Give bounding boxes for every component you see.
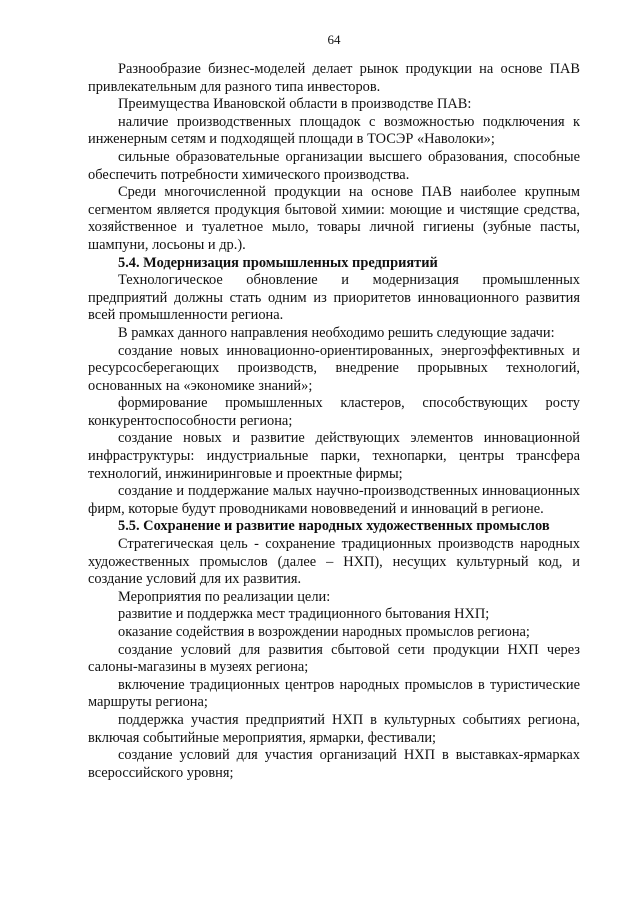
paragraph: Среди многочисленной продукции на основе ПАВ наиболее крупным сегментом является продукция бытовой химии: моющие и чистящие средства, хозяйственное и туалетное мыло, товары личной гигиены (зубные пасты, шампуни, лосьоны и др.). (88, 184, 580, 253)
paragraph: Технологическое обновление и модернизация промышленных предприятий должны стать одним из приоритетов инновационного развития всей промышленности региона. (88, 272, 580, 324)
paragraph: наличие производственных площадок с возможностью подключения к инженерным сетям и подходящей площади в ТОСЭР «Наволоки»; (88, 113, 580, 148)
section-heading-5-4: 5.4. Модернизация промышленных предприятий (118, 254, 438, 271)
paragraph: создание и поддержание малых научно-производственных инновационных фирм, которые будут проводниками нововведений и инноваций в регионе. (88, 483, 580, 517)
paragraph: формирование промышленных кластеров, способствующих росту конкурентоспособности региона; (88, 395, 580, 429)
section-heading-5-5: 5.5. Сохранение и развитие народных художественных промыслов (118, 518, 550, 535)
paragraph: создание новых инновационно-ориентированных, энергоэффективных и ресурсосберегающих производств, внедрение прорывных технологий, основанных на «экономике знаний»; (88, 342, 580, 394)
paragraph: оказание содействия в возрождении народных промыслов региона; (118, 624, 530, 640)
paragraph: Преимущества Ивановской области в производстве ПАВ: (118, 96, 472, 113)
paragraph: Мероприятия по реализации цели: (118, 588, 331, 605)
paragraph: сильные образовательные организации высшего образования, способные обеспечить потребности химического производства. (88, 148, 580, 183)
paragraph: развитие и поддержка мест традиционного бытования НХП; (118, 606, 490, 623)
paragraph: Стратегическая цель - сохранение традиционных производств народных художественных промыслов (далее – НХП), несущих культурный код, и создание условий для их развития. (88, 536, 580, 588)
paragraph: создание условий для участия организаций НХП в выставках-ярмарках всероссийского уровня; (88, 747, 580, 781)
paragraph: включение традиционных центров народных промыслов в туристические маршруты региона; (88, 676, 580, 711)
paragraph: В рамках данного направления необходимо решить следующие задачи: (118, 324, 555, 341)
document-page (88, 32, 580, 782)
paragraph: поддержка участия предприятий НХП в культурных событиях региона, включая событийные мероприятия, ярмарки, фестивали; (88, 711, 580, 746)
paragraph: создание новых и развитие действующих элементов инновационной инфраструктуры: индустриальные парки, технопарки, центры трансфера технологий, инжиниринговые и проектные фирмы; (88, 430, 580, 482)
page-number: 64 (327, 32, 341, 47)
paragraph: создание условий для развития сбытовой сети продукции НХП через салоны-магазины в музеях региона; (88, 641, 580, 676)
paragraph: Разнообразие бизнес-моделей делает рынок продукции на основе ПАВ привлекательным для разного типа инвесторов. (88, 61, 580, 95)
